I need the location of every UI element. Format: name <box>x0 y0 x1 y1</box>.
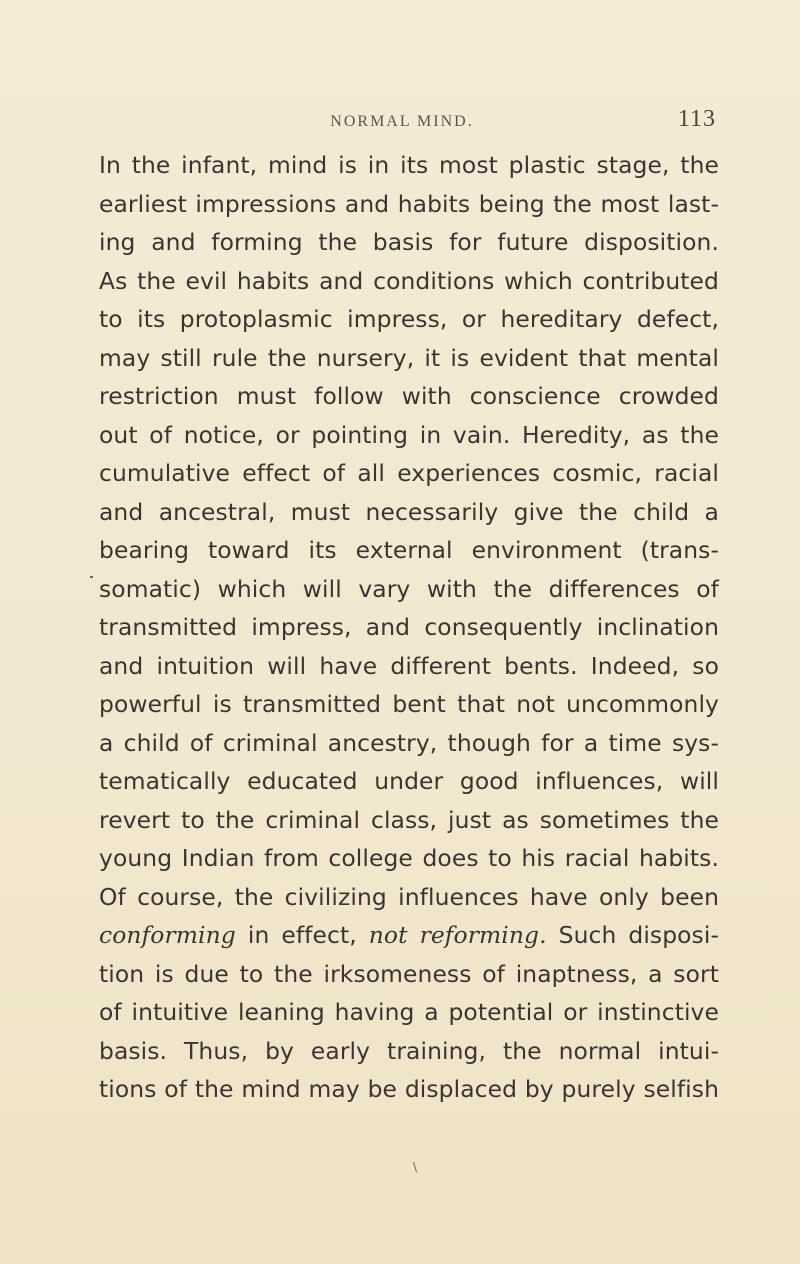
text-line: to its protoplasmic impress, or hereditary defect, <box>99 305 719 333</box>
italic-phrase: conforming <box>99 921 236 949</box>
italic-phrase: not reforming. <box>368 921 547 949</box>
text-line: bearing toward its external environment (trans- <box>99 536 719 564</box>
text-line: out of notice, or pointing in vain. Heredity, as the <box>99 420 719 449</box>
running-head <box>92 103 716 137</box>
text-line: tematically educated under good influences, will <box>99 767 719 795</box>
text-line <box>99 916 719 955</box>
text-line: cumulative effect of all experiences cosmic, racial <box>99 459 719 487</box>
text-line: Of course, the civilizing influences have only been <box>99 882 719 911</box>
body-text <box>99 146 719 1109</box>
text-line: of intuitive leaning having a potential or instinctive <box>99 998 719 1026</box>
text-segment: Such disposi- <box>546 921 719 949</box>
text-line: ing and forming the basis for future disposition. <box>99 228 719 256</box>
margin-mark <box>90 576 93 578</box>
text-line: restriction must follow with conscience crowded <box>99 382 719 410</box>
text-line: somatic) which will vary with the differences of <box>99 574 719 603</box>
text-line: powerful is transmitted bent that not uncommonly <box>99 690 719 718</box>
text-line: revert to the criminal class, just as sometimes the <box>99 805 719 834</box>
text-line: may still rule the nursery, it is evident that mental <box>99 343 719 372</box>
text-line: As the evil habits and conditions which contributed <box>99 266 719 295</box>
text-line: tion is due to the irksomeness of inaptness, a sort <box>99 959 719 988</box>
footer-mark: \ <box>413 1160 418 1174</box>
text-line: tions of the mind may be displaced by purely selfish <box>99 1075 719 1103</box>
text-line: a child of criminal ancestry, though for a time sys- <box>99 728 719 757</box>
text-line: young Indian from college does to his racial habits. <box>99 844 719 872</box>
text-line: transmitted impress, and consequently inclination <box>99 613 719 641</box>
text-line: and ancestral, must necessarily give the child a <box>99 497 719 526</box>
text-line: and intuition will have different bents. Indeed, so <box>99 651 719 680</box>
running-title: NORMAL MIND. <box>330 113 474 130</box>
text-line: earliest impressions and habits being the most last- <box>99 189 719 218</box>
text-line: In the infant, mind is in its most plastic stage, the <box>99 151 719 179</box>
text-line: basis. Thus, by early training, the normal intui- <box>99 1036 719 1065</box>
page-number: 113 <box>677 106 716 132</box>
text-segment: in effect, <box>235 921 369 949</box>
